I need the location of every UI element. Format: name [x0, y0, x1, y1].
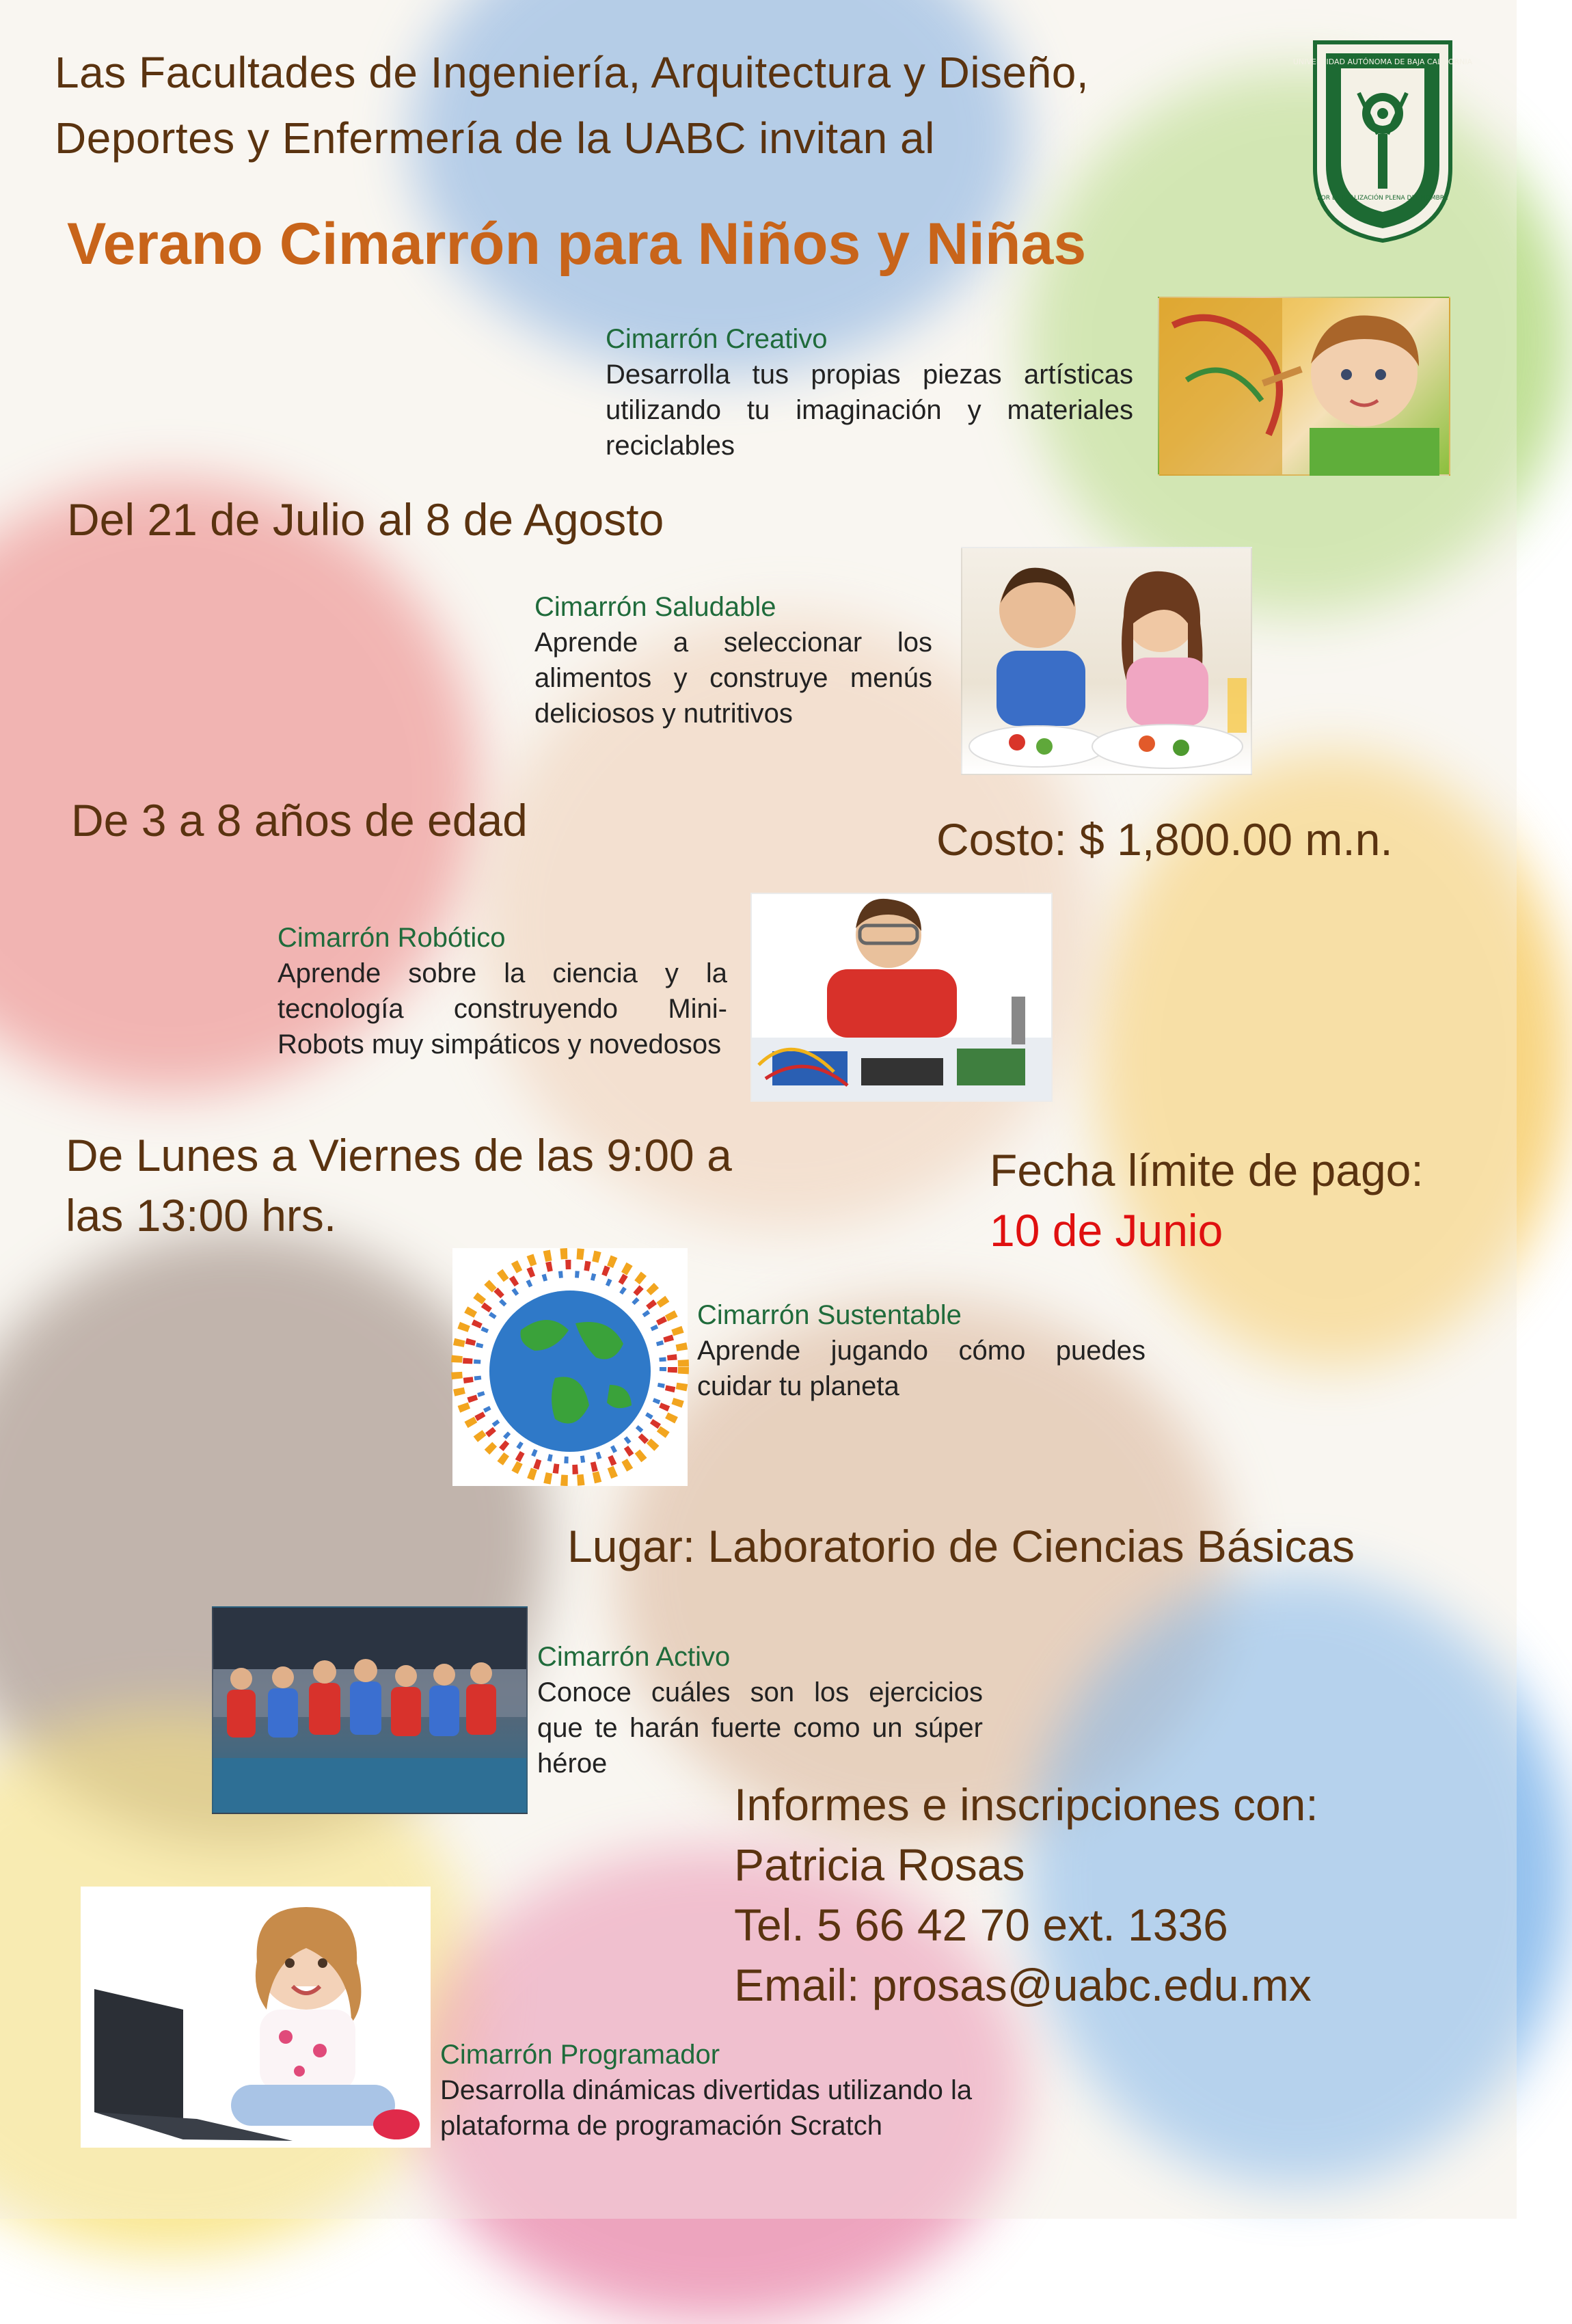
program-description: Aprende jugando cómo puedes cuidar tu planeta: [697, 1336, 1146, 1401]
header-line-2: Deportes y Enfermería de la UABC invitan al: [55, 113, 935, 163]
place-text: Lugar: Laboratorio de Ciencias Básicas: [567, 1521, 1355, 1571]
deadline-label: Fecha límite de pago:: [990, 1145, 1424, 1195]
contact-email[interactable]: Email: prosas@uabc.edu.mx: [734, 1960, 1312, 2010]
program-description: Aprende sobre la ciencia y la tecnología construyendo Mini-Robots muy simpáticos y novedosos: [277, 958, 727, 1059]
contact-phone: Tel. 5 66 42 70 ext. 1336: [734, 1900, 1228, 1950]
schedule-line-2: las 13:00 hrs.: [66, 1190, 337, 1241]
deadline-date: 10 de Junio: [990, 1205, 1223, 1256]
payment-deadline: [990, 1140, 1509, 1260]
program-saludable: [534, 589, 932, 731]
program-programador: [440, 2037, 1055, 2144]
seal-motto: POR LA REALIZACIÓN PLENA DEL HOMBRE: [1317, 195, 1448, 202]
program-robotico: [277, 920, 727, 1062]
cost-text: Costo: $ 1,800.00 m.n.: [936, 814, 1393, 865]
program-title: Cimarrón Activo: [537, 1642, 731, 1672]
photo-children-running: [212, 1606, 528, 1814]
program-description: Desarrolla dinámicas divertidas utilizando la plataforma de programación Scratch: [440, 2075, 973, 2141]
ages-text: De 3 a 8 años de edad: [71, 795, 528, 846]
schedule-text: [66, 1125, 886, 1245]
header-intro: [55, 40, 1312, 171]
program-activo: [537, 1639, 983, 1781]
program-title: Cimarrón Sustentable: [697, 1300, 962, 1330]
program-title: Cimarrón Robótico: [277, 923, 506, 953]
program-creativo: [606, 321, 1133, 463]
uabc-seal-logo: [1292, 38, 1473, 243]
program-title: Cimarrón Creativo: [606, 324, 828, 354]
program-description: Conoce cuáles son los ejercicios que te harán fuerte como un súper héroe: [537, 1677, 983, 1779]
program-description: Aprende a seleccionar los alimentos y construye menús deliciosos y nutritivos: [534, 627, 932, 729]
program-title: Cimarrón Programador: [440, 2040, 720, 2070]
photo-child-painting: [1158, 297, 1450, 476]
contact-block: [734, 1774, 1500, 2015]
program-title: Cimarrón Saludable: [534, 592, 776, 622]
seal-ring-text: UNIVERSIDAD AUTÓNOMA DE BAJA CALIFORNIA: [1292, 57, 1473, 66]
program-description: Desarrolla tus propias piezas artísticas utilizando tu imaginación y materiales reciclables: [606, 360, 1133, 461]
program-sustentable: [697, 1297, 1146, 1404]
photo-globe-children: [452, 1248, 688, 1486]
contact-name: Patricia Rosas: [734, 1839, 1025, 1890]
photo-child-laptop: [81, 1887, 431, 2148]
schedule-line-1: De Lunes a Viernes de las 9:00 a: [66, 1130, 732, 1180]
contact-heading: Informes e inscripciones con:: [734, 1779, 1318, 1830]
photo-robotics-boy: [750, 893, 1053, 1102]
dates-text: Del 21 de Julio al 8 de Agosto: [67, 494, 664, 545]
header-line-1: Las Facultades de Ingeniería, Arquitectura y Diseño,: [55, 48, 1089, 97]
page-title: Verano Cimarrón para Niños y Niñas: [67, 211, 1087, 277]
photo-children-eating: [961, 547, 1252, 775]
